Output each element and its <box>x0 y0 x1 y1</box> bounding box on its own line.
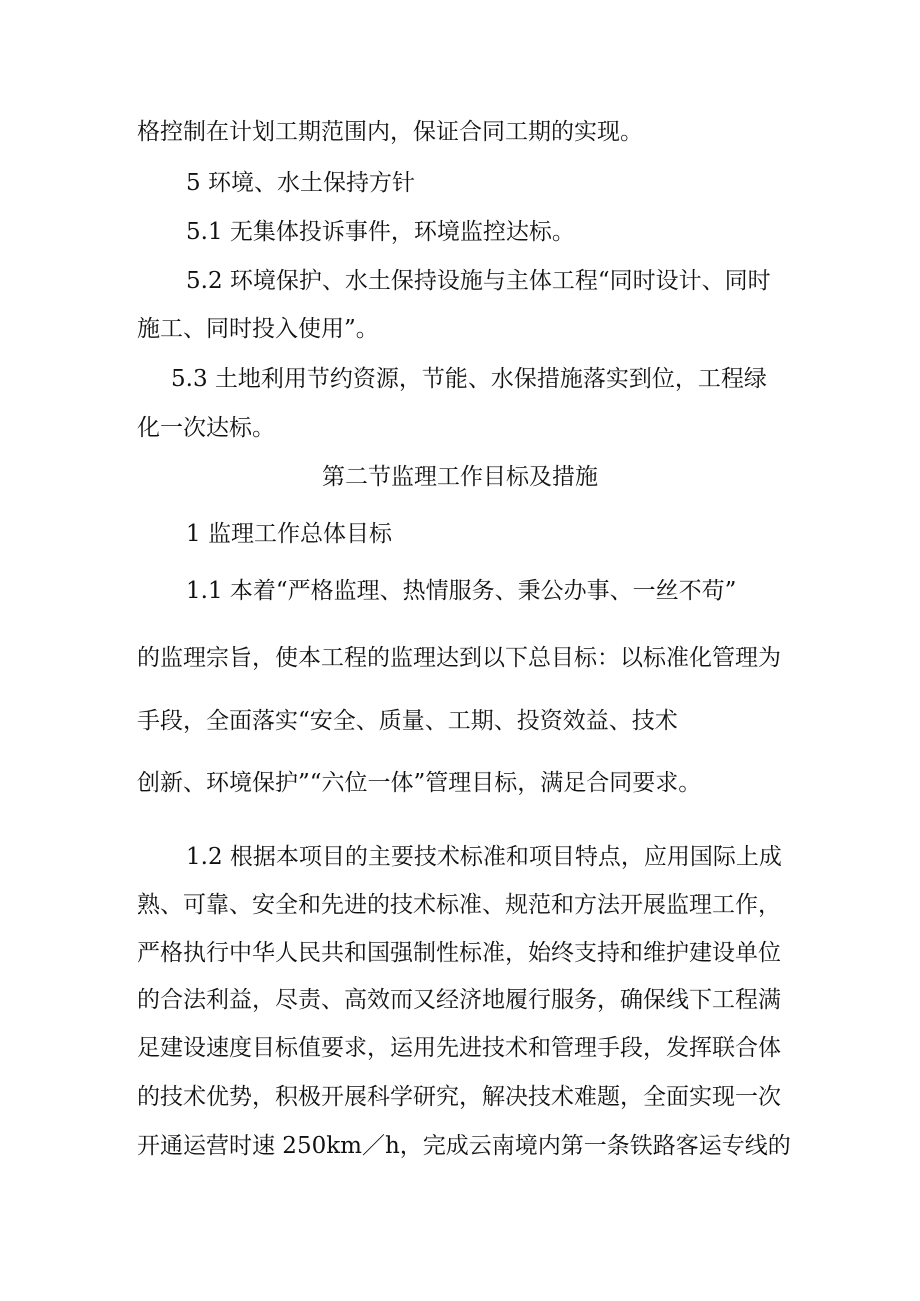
text-line: 化一次达标。 <box>137 415 275 441</box>
text-line: 严格执行中华人民共和国强制性标准，始终支持和维护建设单位 <box>137 940 781 966</box>
section-heading: 5 环境、水土保持方针 <box>186 170 415 196</box>
section-heading: 1 监理工作总体目标 <box>186 521 392 547</box>
text-line: 5.3 土地利用节约资源，节能、水保措施落实到位，工程绿 <box>171 366 767 392</box>
text-line: 熟、可靠、安全和先进的技术标准、规范和方法开展监理工作， <box>137 892 781 918</box>
text-line: 施工、同时投入使用”。 <box>137 316 379 342</box>
text-line: 创新、环境保护”“六位一体”管理目标，满足合同要求。 <box>137 770 702 796</box>
text-line: 的技术优势，积极开展科学研究，解决技术难题，全面实现一次 <box>137 1084 781 1110</box>
text-line: 手段，全面落实“安全、质量、工期、投资效益、技术 <box>137 708 678 734</box>
text-line: 5.2 环境保护、水土保持设施与主体工程“同时设计、同时 <box>186 268 771 294</box>
text-line: 1.2 根据本项目的主要技术标准和项目特点，应用国际上成 <box>186 844 782 870</box>
text-line: 的监理宗旨，使本工程的监理达到以下总目标：以标准化管理为 <box>137 645 781 671</box>
text-line: 的合法利益，尽责、高效而又经济地履行服务，确保线下工程满 <box>137 987 781 1013</box>
chapter-heading: 第二节监理工作目标及措施 <box>322 464 598 490</box>
text-line: 格控制在计划工期范围内，保证合同工期的实现。 <box>137 119 643 145</box>
text-line: 1.1 本着“严格监理、热情服务、秉公办事、一丝不苟” <box>186 578 737 604</box>
text-line: 开通运营时速 250km／h，完成云南境内第一条铁路客运专线的 <box>137 1133 791 1159</box>
text-line: 5.1 无集体投诉事件，环境监控达标。 <box>186 219 575 245</box>
text-line: 足建设速度目标值要求，运用先进技术和管理手段，发挥联合体 <box>137 1035 781 1061</box>
